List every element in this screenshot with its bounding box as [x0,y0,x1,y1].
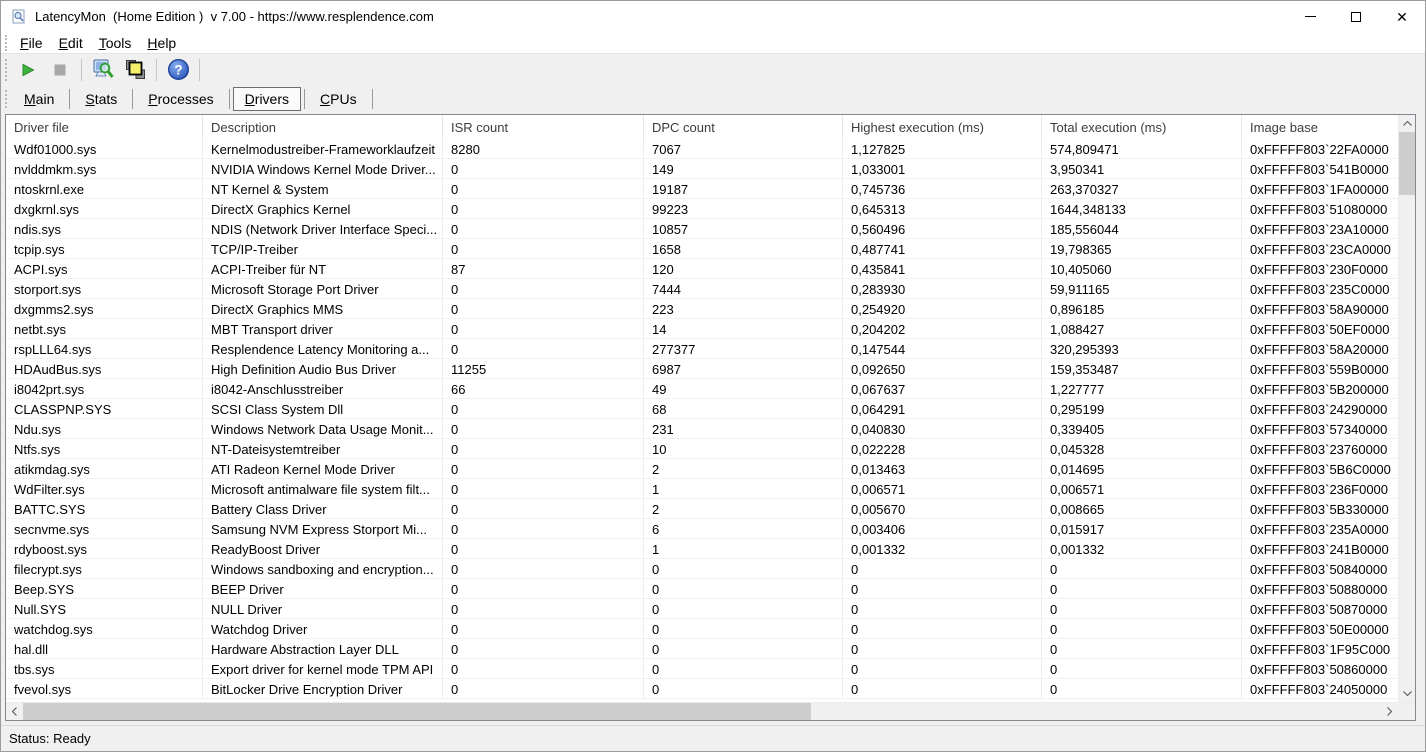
cell-isr-count: 0 [443,579,644,598]
cell-description: Windows Network Data Usage Monit... [203,419,443,438]
table-row[interactable] [6,599,1398,619]
vertical-scrollbar-thumb[interactable] [1399,132,1415,195]
table-row[interactable] [6,279,1398,299]
cell-highest-execution: 0,022228 [843,439,1042,458]
close-icon: ✕ [1396,8,1408,25]
svg-text:?: ? [173,62,183,78]
table-row[interactable] [6,659,1398,679]
cell-image-base: 0xFFFFF803`50870000 [1250,602,1388,617]
cell-description: BitLocker Drive Encryption Driver [203,679,443,698]
scroll-left-button[interactable] [6,703,23,720]
cell-description: ATI Radeon Kernel Mode Driver [203,459,443,478]
tab-bar [1,85,1425,112]
cell-isr-count: 87 [443,259,644,278]
cell-dpc-count: 10857 [644,219,843,238]
vertical-scrollbar[interactable] [1398,115,1415,702]
chevron-up-icon [1403,121,1412,126]
cell-description: i8042-Anschlusstreiber [203,379,443,398]
cell-driver-file: Ntfs.sys [6,439,203,458]
tabbar-grip-handle[interactable] [5,90,9,108]
cell-description: Microsoft antimalware file system filt... [203,479,443,498]
cell-image-base: 0xFFFFF803`559B0000 [1250,362,1389,377]
cell-driver-file: WdFilter.sys [6,479,203,498]
cell-isr-count: 0 [443,299,644,318]
tab-stats[interactable]: Stats [85,90,118,107]
start-monitor-button[interactable] [14,57,42,83]
cell-dpc-count: 1 [644,479,843,498]
cell-isr-count: 0 [443,559,644,578]
cell-isr-count: 0 [443,599,644,618]
cell-image-base: 0xFFFFF803`58A20000 [1250,342,1389,357]
cell-highest-execution: 0,040830 [843,419,1042,438]
cell-isr-count: 0 [443,279,644,298]
cell-driver-file: HDAudBus.sys [6,359,203,378]
maximize-icon [1351,12,1361,22]
minimize-icon [1305,16,1316,17]
cell-total-execution: 0 [1042,679,1242,698]
table-row[interactable] [6,239,1398,259]
menu-edit[interactable]: Edit [58,34,83,51]
table-row[interactable] [6,559,1398,579]
cell-driver-file: i8042prt.sys [6,379,203,398]
play-icon [20,62,36,78]
table-header [6,115,1398,139]
table-row[interactable] [6,319,1398,339]
stop-icon [53,63,67,77]
title-bar [1,1,1425,32]
cell-description: BEEP Driver [203,579,443,598]
cell-isr-count: 0 [443,239,644,258]
cell-dpc-count: 223 [644,299,843,318]
cell-image-base: 0xFFFFF803`1FA00000 [1250,182,1389,197]
cell-description: SCSI Class System Dll [203,399,443,418]
cell-image-base: 0xFFFFF803`50EF0000 [1250,322,1390,337]
table-row[interactable] [6,479,1398,499]
cell-total-execution: 0,045328 [1042,439,1242,458]
toolbar-separator [156,59,157,81]
cell-dpc-count: 2 [644,459,843,478]
cell-description: NT Kernel & System [203,179,443,198]
menu-tools[interactable]: Tools [98,34,132,51]
cell-driver-file: Null.SYS [6,599,203,618]
chevron-right-icon [1387,707,1392,716]
cell-dpc-count: 7067 [644,139,843,158]
cell-dpc-count: 2 [644,499,843,518]
cell-image-base: 0xFFFFF803`5B200000 [1250,382,1389,397]
cell-total-execution: 0 [1042,659,1242,678]
table-row[interactable] [6,679,1398,699]
horizontal-scrollbar-thumb[interactable] [23,703,811,720]
cell-driver-file: ACPI.sys [6,259,203,278]
cell-driver-file: filecrypt.sys [6,559,203,578]
cell-description: High Definition Audio Bus Driver [203,359,443,378]
column-header-dpc-count[interactable]: DPC count [644,115,843,139]
cell-image-base: 0xFFFFF803`50840000 [1250,562,1388,577]
tab-separator [372,89,373,109]
cell-total-execution: 0,896185 [1042,299,1242,318]
cell-image-base: 0xFFFFF803`5B6C0000 [1250,462,1391,477]
table-row[interactable] [6,299,1398,319]
cell-total-execution: 1644,348133 [1042,199,1242,218]
cell-dpc-count: 0 [644,639,843,658]
column-header-isr-count[interactable]: ISR count [443,115,644,139]
cell-highest-execution: 0 [843,659,1042,678]
cell-driver-file: CLASSPNP.SYS [6,399,203,418]
cell-highest-execution: 0,487741 [843,239,1042,258]
cell-description: Hardware Abstraction Layer DLL [203,639,443,658]
cell-driver-file: ntoskrnl.exe [6,179,203,198]
cell-description: DirectX Graphics MMS [203,299,443,318]
cell-highest-execution: 0,560496 [843,219,1042,238]
cell-image-base: 0xFFFFF803`24290000 [1250,402,1388,417]
tab-processes[interactable]: Processes [148,90,214,107]
cell-driver-file: atikmdag.sys [6,459,203,478]
horizontal-scrollbar[interactable] [6,703,1398,720]
cell-highest-execution: 0,064291 [843,399,1042,418]
cell-dpc-count: 68 [644,399,843,418]
cell-total-execution: 159,353487 [1042,359,1242,378]
cell-dpc-count: 0 [644,659,843,678]
cell-isr-count: 0 [443,459,644,478]
cell-highest-execution: 1,127825 [843,139,1042,158]
cell-dpc-count: 0 [644,599,843,618]
cell-highest-execution: 0,006571 [843,479,1042,498]
table-row[interactable] [6,379,1398,399]
scroll-right-button[interactable] [1381,703,1398,720]
column-header-highest-execution[interactable]: Highest execution (ms) [843,115,1042,139]
cell-description: MBT Transport driver [203,319,443,338]
cell-highest-execution: 0,013463 [843,459,1042,478]
cell-driver-file: Wdf01000.sys [6,139,203,158]
cell-highest-execution: 0 [843,639,1042,658]
monitor-magnifier-icon [91,58,115,82]
tab-separator [69,89,70,109]
cell-total-execution: 0 [1042,559,1242,578]
vertical-scrollbar-track[interactable] [1399,195,1415,685]
table-row[interactable] [6,359,1398,379]
cell-dpc-count: 0 [644,679,843,698]
stop-monitor-button[interactable] [46,57,74,83]
cell-dpc-count: 149 [644,159,843,178]
analyze-button[interactable] [89,57,117,83]
cell-total-execution: 0,014695 [1042,459,1242,478]
cell-driver-file: rdyboost.sys [6,539,203,558]
cell-description: NULL Driver [203,599,443,618]
column-header-description[interactable]: Description [203,115,443,139]
cell-dpc-count: 1658 [644,239,843,258]
close-button[interactable] [1379,1,1425,32]
scroll-up-button[interactable] [1399,115,1415,132]
horizontal-scrollbar-track[interactable] [811,703,1381,720]
column-header-image-base[interactable]: Image base [1242,115,1398,139]
cell-image-base: 0xFFFFF803`23CA0000 [1250,242,1391,257]
cell-description: Battery Class Driver [203,499,443,518]
cell-description: ReadyBoost Driver [203,539,443,558]
table-row[interactable] [6,619,1398,639]
cell-highest-execution: 0,645313 [843,199,1042,218]
cell-highest-execution: 0 [843,679,1042,698]
cell-dpc-count: 231 [644,419,843,438]
cell-total-execution: 0 [1042,639,1242,658]
cell-description: Export driver for kernel mode TPM API [203,659,443,678]
cell-total-execution: 3,950341 [1042,159,1242,178]
cell-driver-file: dxgmms2.sys [6,299,203,318]
table-row[interactable] [6,419,1398,439]
cell-dpc-count: 0 [644,579,843,598]
cell-highest-execution: 0,005670 [843,499,1042,518]
tab-separator [229,89,230,109]
cell-description: ACPI-Treiber für NT [203,259,443,278]
cell-image-base: 0xFFFFF803`51080000 [1250,202,1388,217]
cell-image-base: 0xFFFFF803`22FA0000 [1250,142,1389,157]
cell-dpc-count: 277377 [644,339,843,358]
cell-driver-file: watchdog.sys [6,619,203,638]
toolbar [1,53,1425,85]
cell-isr-count: 0 [443,539,644,558]
cell-isr-count: 0 [443,219,644,238]
cell-image-base: 0xFFFFF803`50880000 [1250,582,1388,597]
cell-driver-file: Ndu.sys [6,419,203,438]
scrollbar-corner [1398,703,1415,720]
cell-total-execution: 0,339405 [1042,419,1242,438]
tab-separator [304,89,305,109]
cell-highest-execution: 0,001332 [843,539,1042,558]
table-row[interactable] [6,339,1398,359]
cell-image-base: 0xFFFFF803`50860000 [1250,662,1388,677]
cell-driver-file: netbt.sys [6,319,203,338]
cell-description: Windows sandboxing and encryption... [203,559,443,578]
cell-description: NDIS (Network Driver Interface Speci... [203,219,443,238]
table-row[interactable] [6,139,1398,159]
cell-image-base: 0xFFFFF803`235C0000 [1250,282,1390,297]
cell-total-execution: 59,911165 [1042,279,1242,298]
table-row[interactable] [6,399,1398,419]
cell-total-execution: 0 [1042,599,1242,618]
cell-highest-execution: 0,003406 [843,519,1042,538]
status-text: Status: Ready [9,731,91,746]
cell-isr-count: 0 [443,339,644,358]
cell-image-base: 0xFFFFF803`57340000 [1250,422,1388,437]
cell-total-execution: 0,006571 [1042,479,1242,498]
cell-total-execution: 320,295393 [1042,339,1242,358]
cell-total-execution: 0,015917 [1042,519,1242,538]
cell-isr-count: 0 [443,159,644,178]
cell-description: Kernelmodustreiber-Frameworklaufzeit [203,139,443,158]
menu-bar [1,32,1425,53]
status-bar [1,725,1425,751]
cell-dpc-count: 10 [644,439,843,458]
cell-image-base: 0xFFFFF803`58A90000 [1250,302,1389,317]
cell-driver-file: Beep.SYS [6,579,203,598]
cell-total-execution: 0 [1042,619,1242,638]
menu-help[interactable]: Help [147,34,177,51]
table-row[interactable] [6,199,1398,219]
cell-isr-count: 0 [443,439,644,458]
cell-driver-file: tbs.sys [6,659,203,678]
cell-highest-execution: 0 [843,579,1042,598]
cell-description: TCP/IP-Treiber [203,239,443,258]
cell-highest-execution: 0,067637 [843,379,1042,398]
cell-image-base: 0xFFFFF803`235A0000 [1250,522,1389,537]
cell-dpc-count: 120 [644,259,843,278]
cell-isr-count: 0 [443,619,644,638]
cell-highest-execution: 0,092650 [843,359,1042,378]
cell-highest-execution: 0,254920 [843,299,1042,318]
window-title: LatencyMon (Home Edition ) v 7.00 - https://www.resplendence.com [35,9,434,24]
minimize-button[interactable] [1287,1,1333,32]
cell-driver-file: storport.sys [6,279,203,298]
cell-highest-execution: 0,147544 [843,339,1042,358]
cell-dpc-count: 0 [644,619,843,638]
cell-highest-execution: 1,033001 [843,159,1042,178]
cell-dpc-count: 0 [644,559,843,578]
cell-isr-count: 0 [443,639,644,658]
cell-highest-execution: 0,204202 [843,319,1042,338]
cell-driver-file: hal.dll [6,639,203,658]
cell-isr-count: 0 [443,679,644,698]
cell-description: Watchdog Driver [203,619,443,638]
cell-image-base: 0xFFFFF803`230F0000 [1250,262,1389,277]
cell-image-base: 0xFFFFF803`5B330000 [1250,502,1389,517]
cell-dpc-count: 19187 [644,179,843,198]
menu-file[interactable]: File [20,34,43,51]
table-row[interactable] [6,179,1398,199]
column-header-driver-file[interactable]: Driver file [6,115,203,139]
cell-image-base: 0xFFFFF803`50E00000 [1250,622,1389,637]
cell-total-execution: 1,088427 [1042,319,1242,338]
cell-image-base: 0xFFFFF803`236F0000 [1250,482,1389,497]
cell-dpc-count: 7444 [644,279,843,298]
cell-description: NVIDIA Windows Kernel Mode Driver... [203,159,443,178]
cell-total-execution: 10,405060 [1042,259,1242,278]
cell-total-execution: 0 [1042,579,1242,598]
cell-dpc-count: 99223 [644,199,843,218]
maximize-button[interactable] [1333,1,1379,32]
cell-driver-file: fvevol.sys [6,679,203,698]
table-row[interactable] [6,459,1398,479]
cell-highest-execution: 0,283930 [843,279,1042,298]
cell-highest-execution: 0,745736 [843,179,1042,198]
cell-driver-file: secnvme.sys [6,519,203,538]
table-row[interactable] [6,519,1398,539]
cell-isr-count: 0 [443,519,644,538]
drivers-table-panel [5,114,1416,721]
help-button[interactable] [164,57,192,83]
cell-driver-file: tcpip.sys [6,239,203,258]
cell-description: NT-Dateisystemtreiber [203,439,443,458]
cell-total-execution: 0,001332 [1042,539,1242,558]
cell-isr-count: 0 [443,479,644,498]
column-header-total-execution[interactable]: Total execution (ms) [1042,115,1242,139]
cell-isr-count: 0 [443,179,644,198]
cell-dpc-count: 14 [644,319,843,338]
cell-total-execution: 19,798365 [1042,239,1242,258]
cell-isr-count: 66 [443,379,644,398]
cell-dpc-count: 49 [644,379,843,398]
cell-total-execution: 1,227777 [1042,379,1242,398]
toolbar-separator [81,59,82,81]
layers-report-icon [124,58,147,81]
cell-isr-count: 0 [443,659,644,678]
app-icon [11,9,27,25]
menubar-grip-handle[interactable] [5,35,9,51]
table-row[interactable] [6,219,1398,239]
table-row[interactable] [6,259,1398,279]
table-row[interactable] [6,159,1398,179]
cell-total-execution: 263,370327 [1042,179,1242,198]
table-row[interactable] [6,439,1398,459]
cell-total-execution: 185,556044 [1042,219,1242,238]
table-row[interactable] [6,499,1398,519]
cell-description: Microsoft Storage Port Driver [203,279,443,298]
tab-separator [132,89,133,109]
help-icon [167,58,190,81]
toolbar-separator [199,59,200,81]
cell-highest-execution: 0,435841 [843,259,1042,278]
cell-isr-count: 8280 [443,139,644,158]
cell-image-base: 0xFFFFF803`241B0000 [1250,542,1389,557]
cell-dpc-count: 1 [644,539,843,558]
toolbar-grip-handle[interactable] [5,59,9,81]
tab-main[interactable]: Main [24,90,55,107]
cell-isr-count: 0 [443,499,644,518]
cell-driver-file: ndis.sys [6,219,203,238]
cell-isr-count: 0 [443,399,644,418]
cell-driver-file: dxgkrnl.sys [6,199,203,218]
cell-highest-execution: 0 [843,599,1042,618]
table-row[interactable] [6,639,1398,659]
cell-description: DirectX Graphics Kernel [203,199,443,218]
cell-total-execution: 574,809471 [1042,139,1242,158]
cell-image-base: 0xFFFFF803`1F95C000 [1250,642,1391,657]
cell-total-execution: 0,008665 [1042,499,1242,518]
cell-isr-count: 11255 [443,359,644,378]
scroll-down-button[interactable] [1399,685,1415,702]
chevron-left-icon [12,707,17,716]
report-button[interactable] [121,57,149,83]
cell-driver-file: rspLLL64.sys [6,339,203,358]
cell-driver-file: BATTC.SYS [6,499,203,518]
cell-highest-execution: 0 [843,559,1042,578]
chevron-down-icon [1403,691,1412,696]
cell-image-base: 0xFFFFF803`24050000 [1250,682,1388,697]
cell-isr-count: 0 [443,419,644,438]
table-body [6,139,1398,702]
cell-image-base: 0xFFFFF803`23A10000 [1250,222,1389,237]
cell-image-base: 0xFFFFF803`23760000 [1250,442,1388,457]
table-row[interactable] [6,539,1398,559]
cell-isr-count: 0 [443,319,644,338]
table-row[interactable] [6,579,1398,599]
cell-isr-count: 0 [443,199,644,218]
cell-total-execution: 0,295199 [1042,399,1242,418]
cell-driver-file: nvlddmkm.sys [6,159,203,178]
cell-description: Resplendence Latency Monitoring a... [203,339,443,358]
tab-drivers[interactable]: Drivers [233,87,301,111]
cell-dpc-count: 6987 [644,359,843,378]
cell-highest-execution: 0 [843,619,1042,638]
cell-image-base: 0xFFFFF803`541B0000 [1250,162,1389,177]
cell-description: Samsung NVM Express Storport Mi... [203,519,443,538]
tab-cpus[interactable]: CPUs [320,90,357,107]
cell-dpc-count: 6 [644,519,843,538]
